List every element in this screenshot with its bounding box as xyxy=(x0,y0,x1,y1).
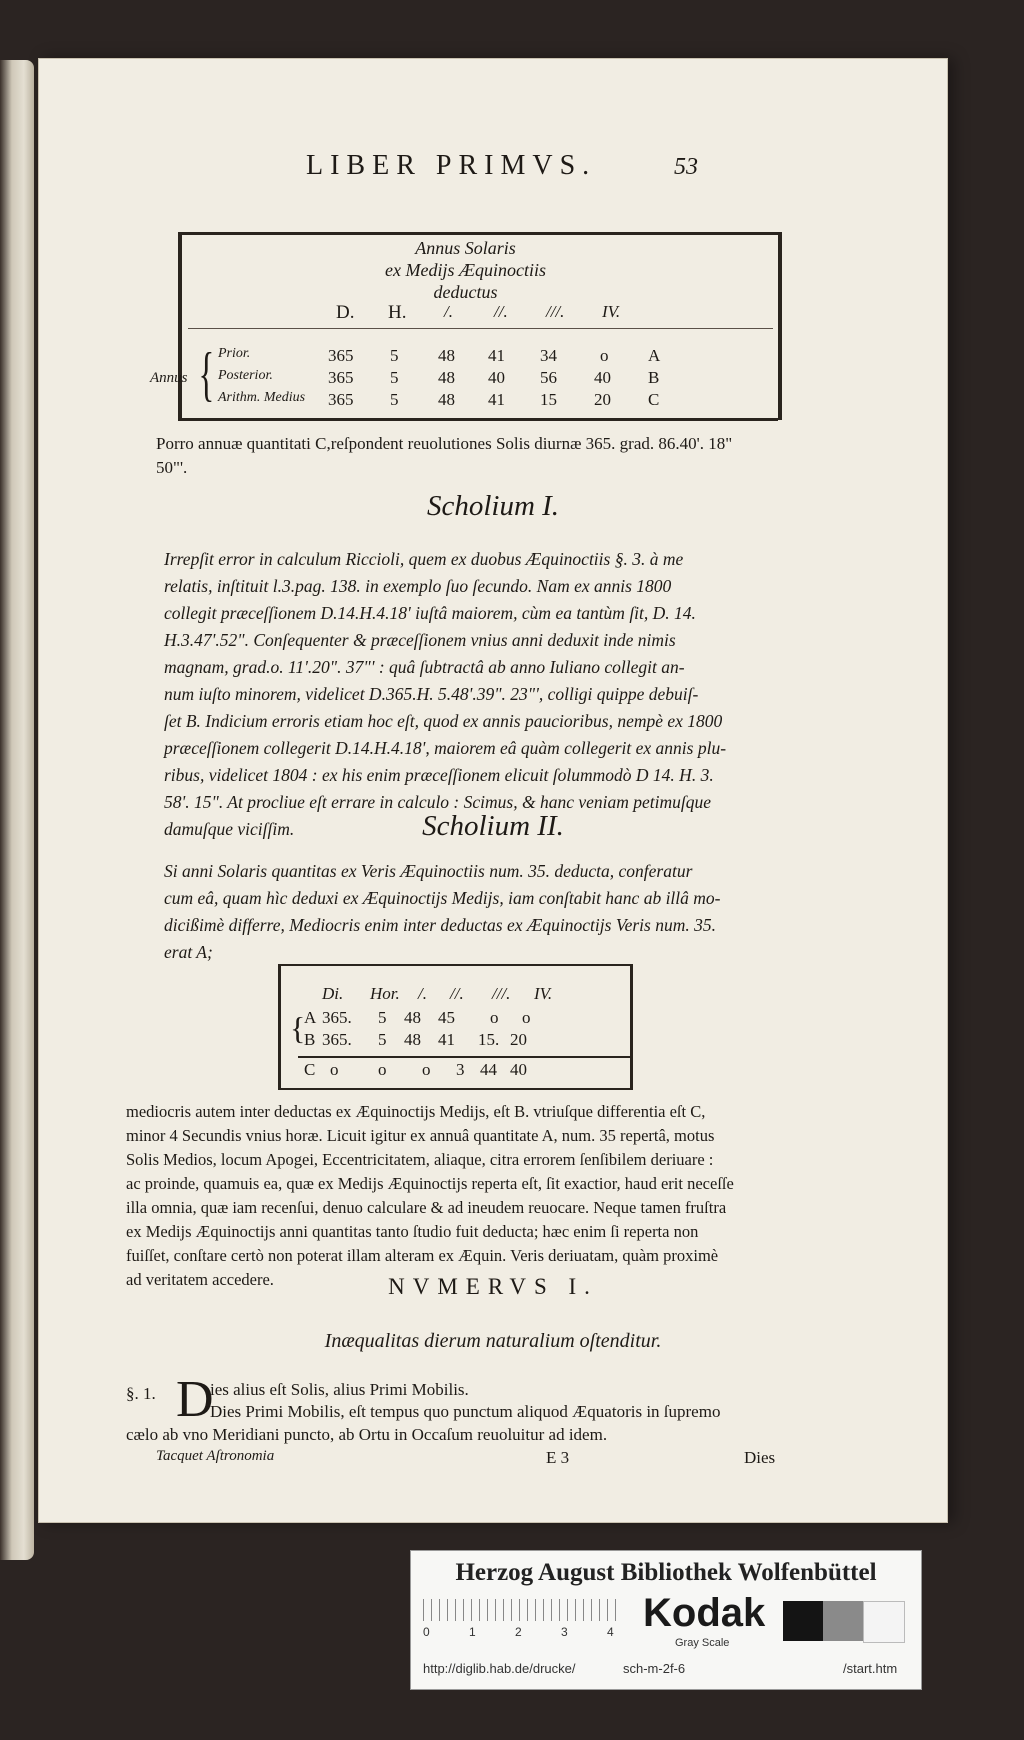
column-header: IV. xyxy=(534,984,553,1003)
row-tag: B xyxy=(304,1030,316,1049)
table-rule-middle xyxy=(188,328,773,329)
cell: 15 xyxy=(540,390,557,409)
running-title: LIBER PRIMVS. xyxy=(306,150,597,181)
cell: 365 xyxy=(328,390,354,409)
source-url-end: /start.htm xyxy=(843,1661,898,1676)
cell: 48 xyxy=(404,1008,421,1027)
cell: 34 xyxy=(540,346,557,365)
signature-title: Tacquet Aſtronomia xyxy=(156,1448,275,1464)
ruler-label: 0 xyxy=(423,1625,430,1639)
row-group-brace: { xyxy=(198,341,215,407)
column-header-fourths: IV. xyxy=(602,302,621,321)
text-line: 58'. 15". At procliue eſt errare in calculo : Scimus, & hanc veniam petimuſque xyxy=(164,792,712,812)
cell: 41 xyxy=(488,390,505,409)
cell: o xyxy=(422,1060,431,1079)
cell: 5 xyxy=(390,390,399,409)
book-spine-edge xyxy=(0,60,34,1560)
book-page xyxy=(38,58,948,1523)
section-first-line: ies alius eſt Solis, alius Primi Mobilis. xyxy=(210,1380,469,1399)
scholium-2-heading: Scholium II. xyxy=(422,810,564,842)
cell: 48 xyxy=(438,346,455,365)
cell: 15. xyxy=(478,1030,500,1049)
solar-year-table xyxy=(148,194,783,422)
library-name: Herzog August Bibliothek Wolfenbüttel xyxy=(455,1559,877,1586)
table-rule-bottom xyxy=(278,1088,633,1090)
table-row xyxy=(148,368,783,390)
gray-swatch-white xyxy=(863,1601,905,1643)
cell: 365 xyxy=(328,368,354,387)
column-header-days: D. xyxy=(336,302,355,323)
cell: 40 xyxy=(510,1060,527,1079)
source-url: http://diglib.hab.de/drucke/ xyxy=(423,1661,576,1676)
text-line: ſet B. Indicium erroris etiam hoc eſt, quod ex annis paucioribus, nempè ex 1800 xyxy=(164,711,723,731)
section-mark: §. 1. xyxy=(126,1384,156,1403)
cell: 41 xyxy=(488,346,505,365)
text-line: præceſſionem collegerit D.14.H.4.18', maiorem eâ quàm collegerit ex annis plu- xyxy=(164,738,727,758)
cell: 365 xyxy=(328,346,354,365)
ruler-label: 3 xyxy=(561,1625,568,1639)
table-caption-line-3: deductus xyxy=(433,282,498,302)
row-tag: C xyxy=(304,1060,316,1079)
text-line: Si anni Solaris quantitas ex Veris Æquinoctiis num. 35. deducta, conferatur xyxy=(164,861,693,881)
row-label: Prior. xyxy=(218,346,251,361)
gray-swatch-black xyxy=(783,1601,823,1641)
cell: 3 xyxy=(456,1060,465,1079)
cell: 56 xyxy=(540,368,557,387)
column-header-thirds: ///. xyxy=(546,302,565,321)
text-line: ex Medijs Æquinoctijs anni quantitas tanto ſtudio fuit deducta; hæc enim ſi reperta non xyxy=(126,1222,699,1241)
row-group-label: Annus xyxy=(150,370,188,386)
section-second-line: Dies Primi Mobilis, eſt tempus quo punctum aliquod Æquatoris in ſupremo xyxy=(210,1402,721,1421)
cell: 5 xyxy=(390,368,399,387)
paragraph-after-table xyxy=(156,432,816,480)
text-line: fuiſſet, conſtare certò non poterat illam alteram ex Æquin. Veris deriuatam, quàm proximè xyxy=(126,1246,719,1265)
table-caption-line-2: ex Medijs Æquinoctiis xyxy=(385,260,546,280)
row-tag: A xyxy=(648,346,661,365)
table-rule-bottom xyxy=(178,418,778,421)
cell: 365. xyxy=(322,1030,352,1049)
numerus-heading: NVMERVS I. xyxy=(388,1274,598,1299)
text-line: ribus, videlicet 1804 : ex his enim præceſſionem elicuit ſolummodò D 14. H. 3. xyxy=(164,765,714,785)
table-row xyxy=(148,346,783,368)
scholium-1-heading: Scholium I. xyxy=(426,490,560,522)
text-line: relatis, inſtituit l.3.pag. 138. in exemplo ſuo ſecundo. Nam ex annis 1800 xyxy=(164,576,672,596)
cell: 44 xyxy=(480,1060,497,1079)
text-line: mediocris autem inter deductas ex Æquinoctijs Medijs, eſt B. vtriuſque differentia eſt C, xyxy=(126,1102,706,1121)
cell: 20 xyxy=(594,390,611,409)
kodak-scale-strip xyxy=(410,1550,922,1690)
table-right-border xyxy=(630,964,633,1089)
cell: 48 xyxy=(404,1030,421,1049)
column-header: Di. xyxy=(322,984,344,1003)
section-third-line: cælo ab vno Meridiani puncto, ab Ortu in Occaſum reuoluitur ad idem. xyxy=(126,1425,608,1444)
table-left-border xyxy=(278,964,281,1089)
cell: o xyxy=(378,1060,387,1079)
ruler-label: 2 xyxy=(515,1625,522,1639)
text-line: minor 4 Secundis vnius horæ. Licuit igitur ex annuâ quantitate A, num. 35 repertâ, motus xyxy=(126,1126,715,1145)
text-line: magnam, grad.o. 11'.20". 37"' : quâ ſubtractâ ab anno Iuliano collegit an- xyxy=(164,657,685,677)
text-line: Solis Medios, locum Apogei, Eccentricitatem, aliaque, citra errorem ſenſibilem deriuare : xyxy=(126,1150,714,1169)
text-line: H.3.47'.52". Conſequenter & præceſſionem vnius anni deduxit inde nimis xyxy=(164,630,676,650)
row-tag: B xyxy=(648,368,660,387)
text-line: illa omnia, quæ iam recenſui, denuo calculare & ad ineudem reuocare. Neque tamen fruſtra xyxy=(126,1198,727,1217)
cell: 48 xyxy=(438,368,455,387)
text-line: ac proinde, quamuis ea, quæ ex Medijs Æquinoctijs reperta eſt, ſit exactior, haud erit neceſſe xyxy=(126,1174,734,1193)
table-rule-top xyxy=(278,964,633,966)
text-line: Irrepſit error in calculum Riccioli, quem ex duobus Æquinoctiis §. 3. à me xyxy=(164,549,684,569)
cell: 45 xyxy=(438,1008,455,1027)
row-group-brace: { xyxy=(290,1010,306,1046)
scholium-1-text xyxy=(164,546,822,843)
row-label: Posterior. xyxy=(218,368,273,383)
ruler-label: 1 xyxy=(469,1625,476,1639)
table-rule-middle xyxy=(298,1056,630,1058)
gray-swatch-mid xyxy=(823,1601,863,1641)
cell: 5 xyxy=(378,1008,387,1027)
column-header: /. xyxy=(418,984,427,1003)
catchword: Dies xyxy=(744,1448,776,1467)
text-line: damuſque viciſſim. xyxy=(164,819,295,839)
row-label: Arithm. Medius xyxy=(218,390,306,405)
row-tag: A xyxy=(304,1008,317,1027)
gray-scale-label: Gray Scale xyxy=(675,1637,730,1649)
table-rule-top xyxy=(178,232,778,235)
row-tag: C xyxy=(648,390,660,409)
column-header: //. xyxy=(450,984,464,1003)
text-line: 50"'. xyxy=(156,458,188,477)
cell: o xyxy=(522,1008,531,1027)
table-caption-line-1: Annus Solaris xyxy=(415,238,516,258)
comparison-table xyxy=(278,964,633,1092)
text-line: Porro annuæ quantitati C,reſpondent reuolutiones Solis diurnæ 365. grad. 86.40'. 18" xyxy=(156,434,733,453)
column-header: ///. xyxy=(492,984,511,1003)
cell: o xyxy=(330,1060,339,1079)
cell: o xyxy=(600,346,609,365)
source-signature: sch-m-2f-6 xyxy=(623,1661,686,1676)
column-header-minutes: /. xyxy=(444,302,453,321)
cell: 365. xyxy=(322,1008,352,1027)
scholium-2-text xyxy=(164,858,822,966)
table-row xyxy=(148,390,783,412)
cell: 48 xyxy=(438,390,455,409)
cell: o xyxy=(490,1008,499,1027)
paragraph-after-comparison xyxy=(126,1100,826,1292)
text-line: erat A; xyxy=(164,942,213,962)
page-header xyxy=(38,150,948,190)
cell: 40 xyxy=(594,368,611,387)
text-line: cum eâ, quam hìc deduxi ex Æquinoctijs Medijs, iam conſtabit hanc ab illâ mo- xyxy=(164,888,721,908)
text-line: num iuſto minorem, videlicet D.365.H. 5.48'.39". 23"', colligi quippe debuiſ- xyxy=(164,684,699,704)
column-header-seconds: //. xyxy=(494,302,508,321)
kodak-logo: Kodak xyxy=(643,1591,766,1635)
ruler-label: 4 xyxy=(607,1625,614,1639)
numerus-subtitle: Inæqualitas dierum naturalium oſtenditur. xyxy=(324,1330,662,1352)
text-line: dicißimè differre, Mediocris enim inter deductas ex Æquinoctijs Veris num. 35. xyxy=(164,915,716,935)
cell: 20 xyxy=(510,1030,527,1049)
column-header-hours: H. xyxy=(388,302,407,323)
column-header: Hor. xyxy=(370,984,400,1003)
drop-cap: D xyxy=(176,1371,214,1428)
page-number: 53 xyxy=(674,154,698,180)
ruler-ticks xyxy=(423,1599,623,1621)
text-line: collegit præceſſionem D.14.H.4.18' iuſtâ maiorem, cùm ea tantùm ſit, D. 14. xyxy=(164,603,696,623)
text-line: ad veritatem accedere. xyxy=(126,1270,274,1289)
cell: 5 xyxy=(378,1030,387,1049)
cell: 41 xyxy=(438,1030,455,1049)
cell: 40 xyxy=(488,368,505,387)
signature-mark: E 3 xyxy=(546,1448,570,1467)
cell: 5 xyxy=(390,346,399,365)
